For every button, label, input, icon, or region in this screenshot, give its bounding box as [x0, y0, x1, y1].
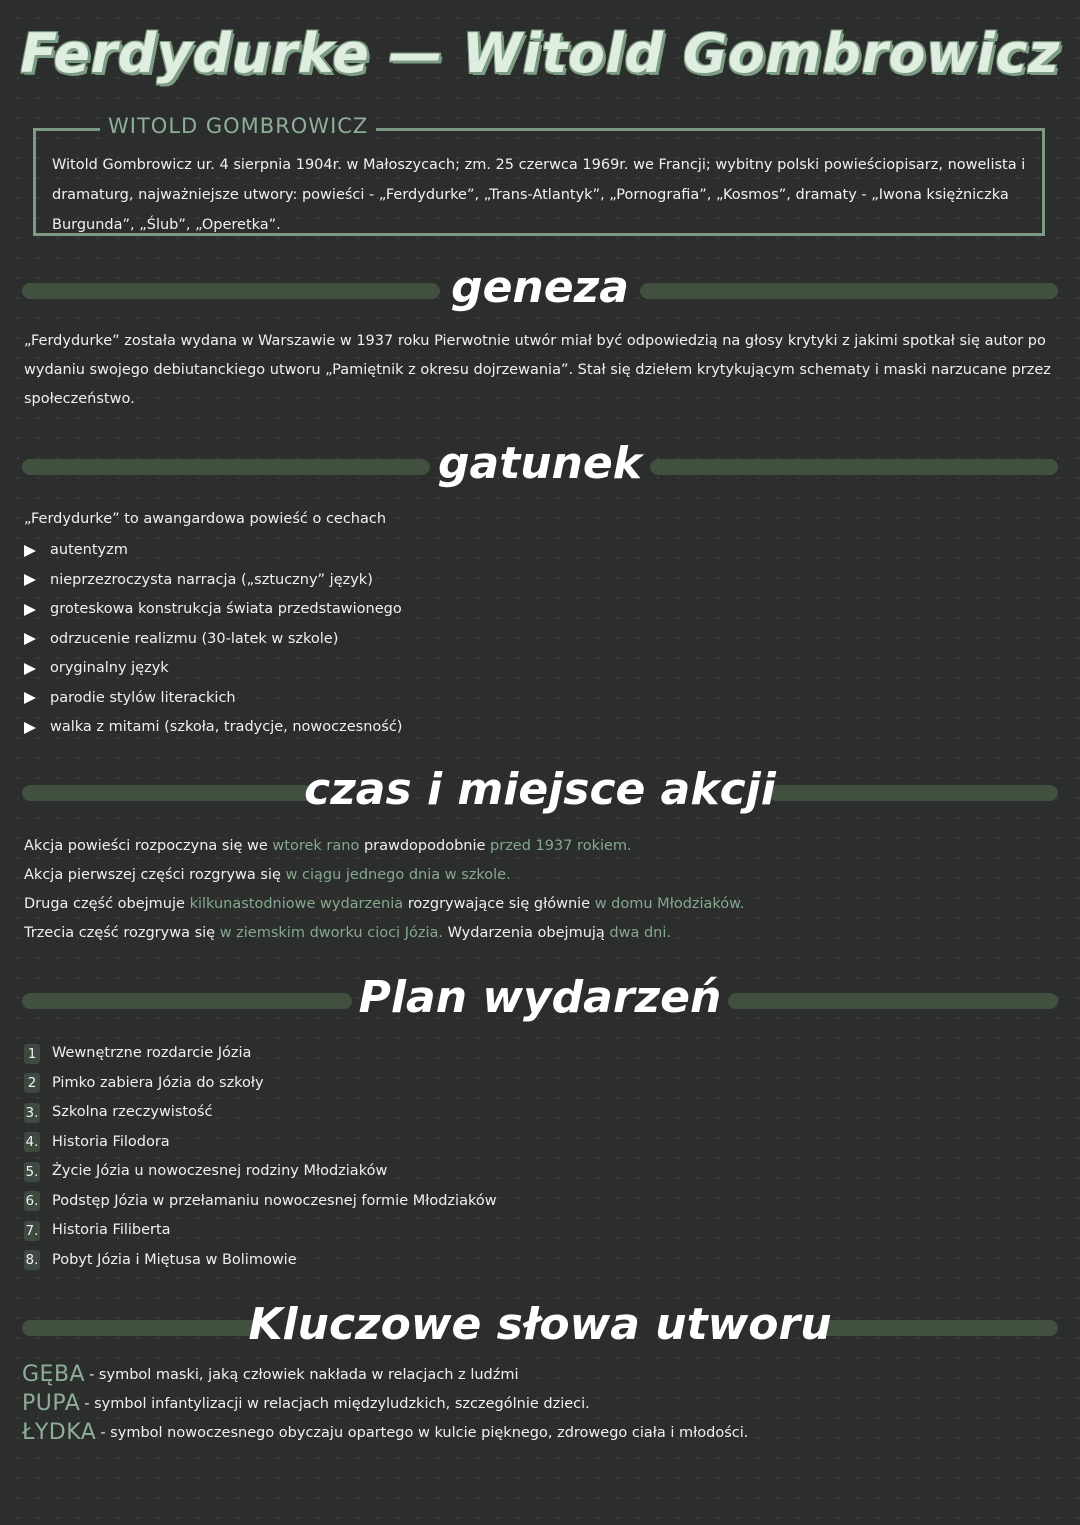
gatunek-intro: „Ferdydurke” to awangardowa powieść o cechach	[24, 511, 387, 527]
bullet-triangle-icon	[24, 722, 36, 734]
keyword-row	[22, 1362, 519, 1387]
section-gatunek-header	[22, 436, 1058, 496]
bullet-triangle-icon	[24, 574, 36, 586]
list-item: autentyzm	[24, 536, 402, 566]
czas-line-2: Akcja pierwszej części rozgrywa się w ciągu jednego dnia w szkole.	[24, 867, 511, 883]
bullet-triangle-icon	[24, 604, 36, 616]
section-czas-header	[22, 762, 1058, 822]
bullet-triangle-icon	[24, 663, 36, 675]
page-title: Ferdydurke — Witold Gombrowicz	[20, 22, 1060, 85]
czas-line-3: Druga część obejmuje kilkunastodniowe wydarzenia rozgrywające się głównie w domu Młodziaków.	[24, 896, 745, 912]
list-item: 1 Wewnętrzne rozdarcie Józia	[24, 1039, 497, 1069]
list-item: odrzucenie realizmu (30-latek w szkole)	[24, 625, 402, 655]
bullet-triangle-icon	[24, 692, 36, 704]
keyword-row	[22, 1420, 748, 1445]
heading-plan: Plan wydarzeń	[358, 972, 722, 1023]
list-item: groteskowa konstrukcja świata przedstawionego	[24, 595, 402, 625]
list-item: 4. Historia Filodora	[25, 1133, 170, 1151]
section-geneza-header	[22, 260, 1058, 320]
list-item: walka z mitami (szkoła, tradycje, nowoczesność)	[24, 713, 402, 743]
list-item: 6. Podstęp Józia w przełamaniu nowoczesnej formie Młodziaków	[25, 1192, 497, 1210]
list-item: nieprzezroczysta narracja („sztuczny” język)	[24, 566, 402, 596]
gatunek-list	[24, 536, 402, 743]
czas-line-1: Akcja powieści rozpoczyna się we wtorek rano prawdopodobnie przed 1937 rokiem.	[24, 838, 632, 854]
heading-gatunek: gatunek	[438, 438, 642, 489]
list-item: parodie stylów literackich	[24, 684, 402, 714]
section-klucz-header	[22, 1297, 1058, 1357]
list-item: 3. Szkolna rzeczywistość	[25, 1104, 213, 1121]
bullet-triangle-icon	[24, 545, 36, 557]
keyword: GĘBA	[22, 1362, 86, 1387]
keyword: ŁYDKA	[22, 1420, 97, 1445]
list-item: 2 Pimko zabiera Józia do szkoły	[24, 1069, 497, 1099]
keyword: PUPA	[22, 1391, 81, 1416]
list-item: 8. Pobyt Józia i Miętusa w Bolimowie	[25, 1251, 297, 1269]
plan-list	[24, 1039, 497, 1275]
section-plan-header	[22, 970, 1058, 1030]
heading-klucz: Kluczowe słowa utworu	[248, 1299, 832, 1350]
heading-geneza: geneza	[451, 262, 629, 313]
keyword-description: - symbol nowoczesnego obyczaju opartego w kulcie pięknego, zdrowego ciała i młodości.	[100, 1424, 749, 1441]
keyword-row	[22, 1391, 590, 1416]
heading-czas: czas i miejsce akcji	[304, 764, 776, 815]
bio-text: Witold Gombrowicz ur. 4 sierpnia 1904r. w Małoszycach; zm. 25 czerwca 1969r. we Francji; wybitny polski powieściopisarz, nowelista i dramaturg, najważniejsze utwory: powieści - „Ferdydurke”, „Trans-Atlantyk”, „Pornografia”, „Kosmos”, dramaty - „Iwona księżniczka Burgunda”, „Ślub”, „Operetka”.	[52, 157, 1026, 233]
czas-line-4: Trzecia część rozgrywa się w ziemskim dworku cioci Józia. Wydarzenia obejmują dwa dni.	[24, 925, 672, 941]
list-item: 7. Historia Filiberta	[25, 1222, 171, 1239]
list-item: 5. Życie Józia u nowoczesnej rodziny Młodziaków	[25, 1163, 388, 1180]
geneza-text: „Ferdydurke” została wydana w Warszawie w 1937 roku Pierwotnie utwór miał być odpowiedzią na głosy krytyki z jakimi spotkał się autor po wydaniu swojego debiutanckiego utworu „Pamiętnik z okresu dojrzewania”. Stał się dziełem krytykującym schematy i maski narzucane przez społeczeństwo.	[24, 333, 1051, 407]
list-item: oryginalny język	[24, 654, 402, 684]
keyword-description: - symbol infantylizacji w relacjach międzyludzkich, szczególnie dzieci.	[84, 1395, 590, 1412]
keyword-description: - symbol maski, jaką człowiek nakłada w relacjach z ludźmi	[89, 1366, 519, 1383]
bio-label: WITOLD GOMBROWICZ	[100, 114, 376, 138]
bullet-triangle-icon	[24, 633, 36, 645]
